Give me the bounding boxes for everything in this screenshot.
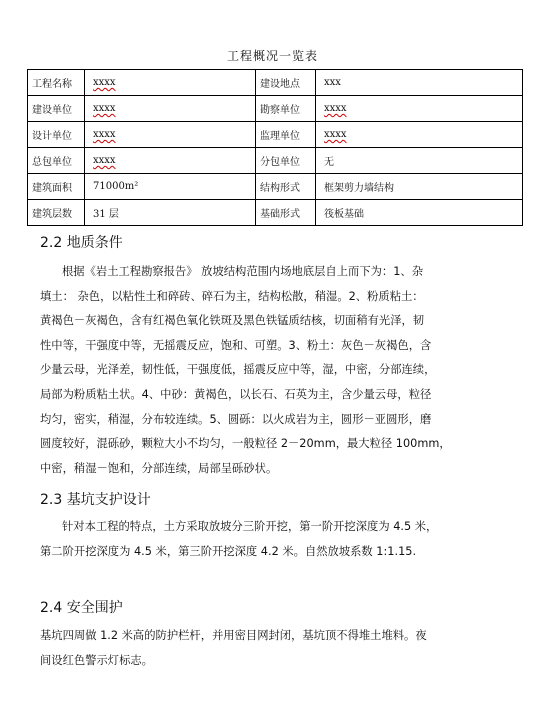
table-label: 勘察单位 [256, 96, 316, 122]
table-value: xxx [316, 70, 523, 96]
paragraph-line: 基坑四周做 1.2 米高的防护栏杆，并用密目网封闭，基坑顶不得堆土堆料。夜 [40, 629, 427, 642]
table-value: 筏板基础 [316, 200, 523, 226]
table-label: 建设地点 [256, 70, 316, 96]
table-row [28, 174, 523, 200]
paragraph-safety-fence [40, 624, 480, 673]
table-label: 监理单位 [256, 122, 316, 148]
paragraph-line: 黄褐色－灰褐色，含有红褐色氧化铁斑及黑色铁锰质结核，切面稍有光泽，韧 [40, 314, 425, 328]
table-value-text: xxxx [93, 129, 116, 140]
table-label: 工程名称 [28, 70, 85, 96]
table-label: 建筑层数 [28, 200, 85, 226]
table-value [316, 96, 523, 122]
table-value [85, 70, 256, 96]
table-label: 设计单位 [28, 122, 85, 148]
section-heading-support-design: 2.3 基坑支护设计 [40, 492, 151, 508]
paragraph-line: 少量云母，光泽差，韧性低，干强度低，摇震反应中等，湿，中密，分部连续， [40, 363, 436, 377]
table-title: 工程概况一览表 [226, 49, 318, 63]
paragraph-geology [40, 260, 480, 481]
table-value [85, 96, 256, 122]
paragraph-line: 中密，稍湿－饱和，分部连续，局部呈砾砂状。 [40, 461, 278, 475]
paragraph-line: 第二阶开挖深度为 4.5 米，第三阶开挖深度 4.2 米。自然放坡系数 1:1.15. [40, 544, 417, 558]
project-overview-table [27, 69, 523, 226]
table-value-text: xxxx [324, 129, 347, 140]
table-value-text: xxxx [93, 77, 116, 88]
table-value-text: xxxx [93, 103, 116, 114]
paragraph-line: 均匀，密实，稍湿，分布较连续。5、圆砾：以火成岩为主，圆形－亚圆形，磨 [40, 412, 432, 426]
table-label: 结构形式 [256, 174, 316, 200]
paragraph-line: 根据《岩土工程勘察报告》 放坡结构范围内场地底层自上而下为：1、杂 [62, 265, 423, 278]
paragraph-line: 局部为粉质粘土状。4、中砂：黄褐色，以长石、石英为主，含少量云母，粒径 [40, 387, 432, 401]
paragraph-line: 性中等，干强度中等，无摇震反应，饱和、可塑。3、粉土：灰色－灰褐色，含 [40, 338, 432, 352]
table-row [28, 148, 523, 174]
table-value-text: xxxx [93, 155, 116, 166]
table-value-text: xxxx [324, 103, 347, 114]
table-value: 框架剪力墙结构 [316, 174, 523, 200]
section-heading-geology: 2.2 地质条件 [40, 235, 123, 251]
table-row [28, 122, 523, 148]
table-label: 分包单位 [256, 148, 316, 174]
table-value [85, 122, 256, 148]
section-heading-safety-fence: 2.4 安全围护 [40, 600, 123, 616]
paragraph-support-design [40, 515, 480, 564]
paragraph-line: 间设红色警示灯标志。 [40, 653, 153, 667]
table-label: 基础形式 [256, 200, 316, 226]
table-value: 31 层 [85, 200, 256, 226]
table-value [85, 148, 256, 174]
paragraph-line: 填土： 杂色，以粘性土和碎砖、碎石为主，结构松散，稍湿。2、粉质粘土： [40, 289, 424, 303]
table-value [316, 122, 523, 148]
table-value: 71000m² [85, 174, 256, 200]
table-label: 总包单位 [28, 148, 85, 174]
table-label: 建设单位 [28, 96, 85, 122]
table-row [28, 70, 523, 96]
table-row [28, 96, 523, 122]
table-value: 无 [316, 148, 523, 174]
table-label: 建筑面积 [28, 174, 85, 200]
paragraph-line: 针对本工程的特点，土方采取放坡分三阶开挖，第一阶开挖深度为 4.5 米， [62, 520, 438, 533]
paragraph-line: 圆度较好，混砾砂，颗粒大小不均匀，一般粒径 2－20mm，最大粒径 100mm， [40, 437, 451, 451]
table-row [28, 200, 523, 226]
